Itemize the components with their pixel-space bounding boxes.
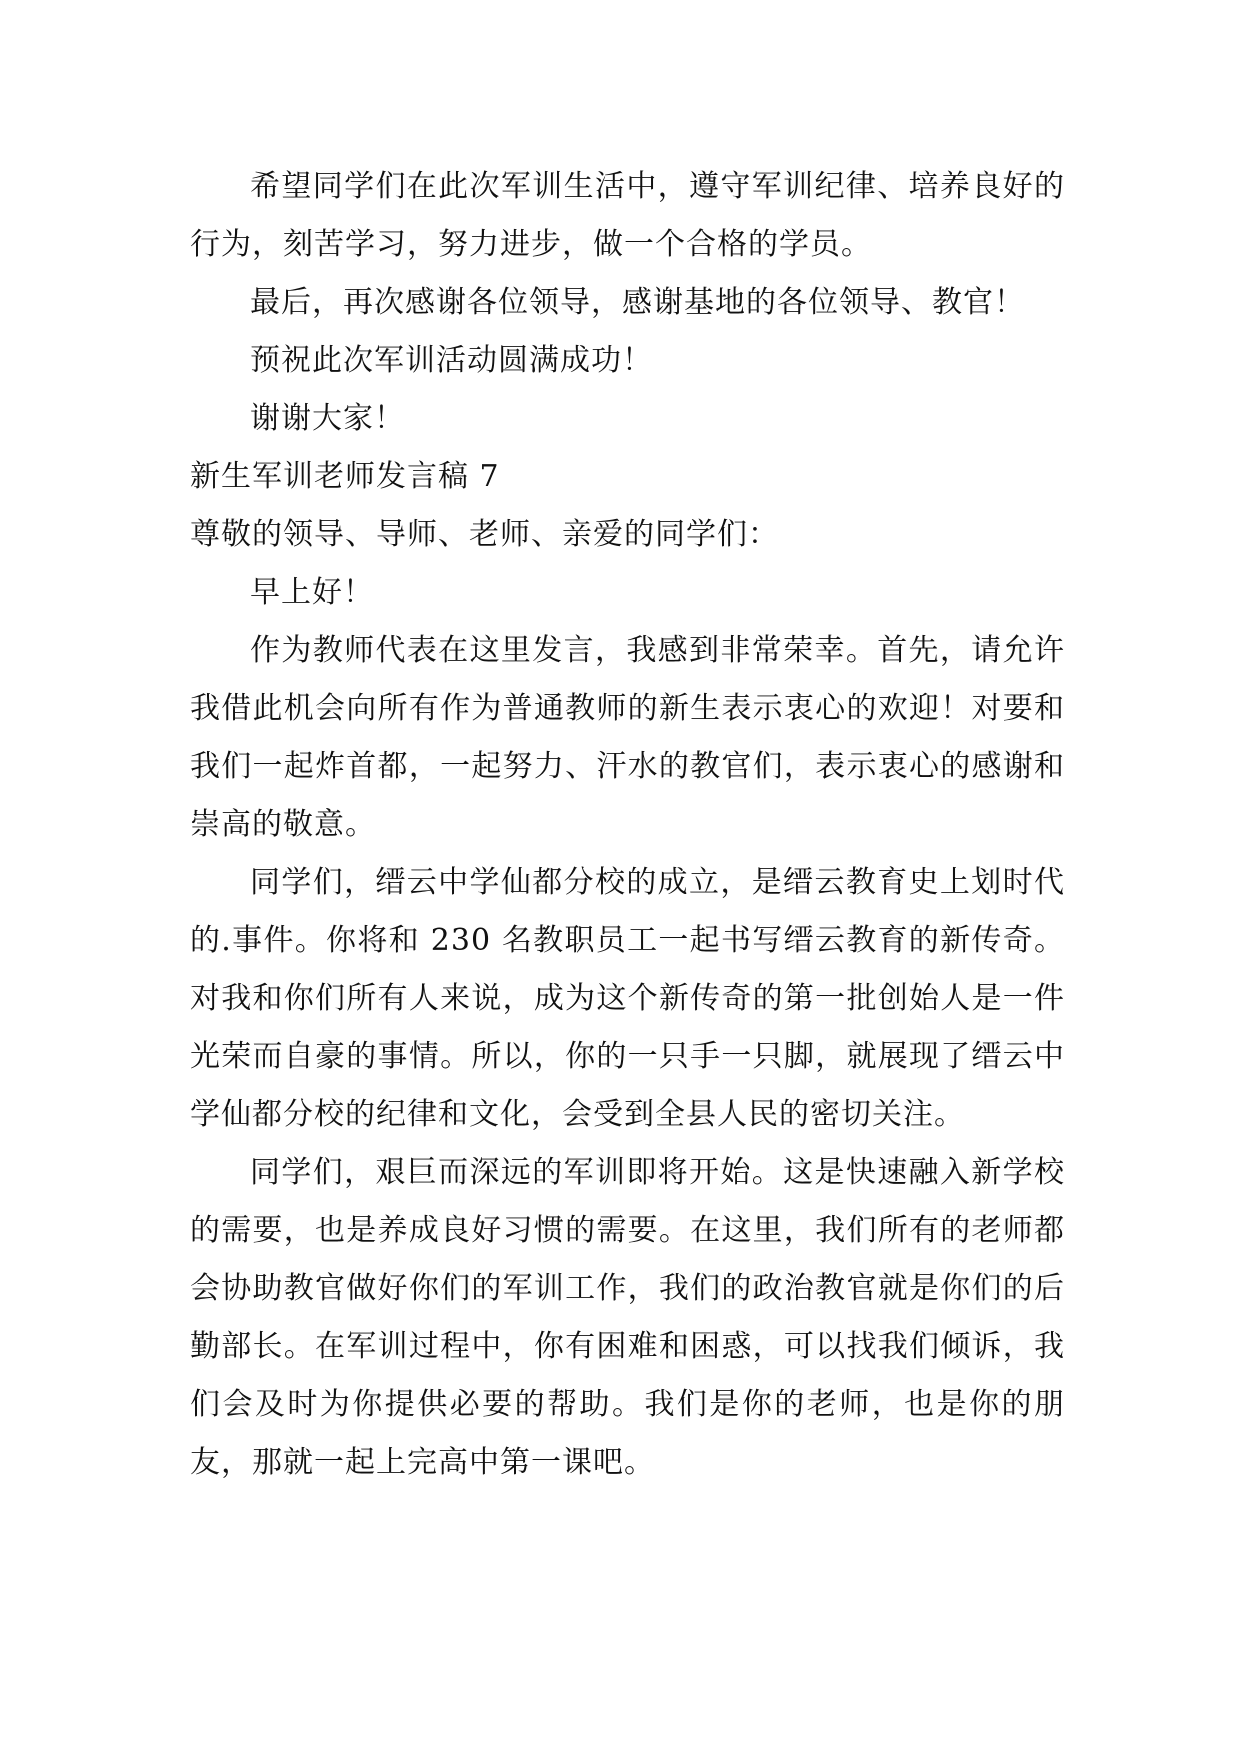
paragraph-closing-wish: 希望同学们在此次军训生活中，遵守军训纪律、培养良好的行为，刻苦学习，努力进步，做一个合格的学员。 <box>190 169 1065 262</box>
paragraph-military-training: 同学们，艰巨而深远的军训即将开始。这是快速融入新学校的需要，也是养成良好习惯的需要。在这里，我们所有的老师都会协助教官做好你们的军训工作，我们的政治教官就是你们的后勤部长。在军训过程中，你有困难和困惑，可以找我们倾诉，我们会及时为你提供必要的帮助。我们是你的老师，也是你的朋友，那就一起上完高中第一课吧。 <box>190 1155 1065 1480</box>
paragraph-thank-you: 谢谢大家！ <box>250 401 405 436</box>
salutation: 尊敬的领导、导师、老师、亲爱的同学们： <box>190 517 779 552</box>
section-title: 新生军训老师发言稿 7 <box>190 459 500 494</box>
paragraph-thanks-leaders: 最后，再次感谢各位领导，感谢基地的各位领导、教官！ <box>250 285 1025 320</box>
document-body <box>190 158 1065 1492</box>
paragraph-introduction: 作为教师代表在这里发言，我感到非常荣幸。首先，请允许我借此机会向所有作为普通教师的新生表示衷心的欢迎！对要和我们一起炸首都，一起努力、汗水的教官们，表示衷心的感谢和崇高的敬意。 <box>190 633 1065 842</box>
paragraph-greeting: 早上好！ <box>250 575 374 610</box>
paragraph-school-history: 同学们，缙云中学仙都分校的成立，是缙云教育史上划时代的.事件。你将和 230 名教职员工一起书写缙云教育的新传奇。对我和你们所有人来说，成为这个新传奇的第一批创始人是一件光荣而自豪的事情。所以，你的一只手一只脚，就展现了缙云中学仙都分校的纪律和文化，会受到全县人民的密切关注。 <box>190 865 1065 1132</box>
paragraph-success-wish: 预祝此次军训活动圆满成功！ <box>250 343 653 378</box>
